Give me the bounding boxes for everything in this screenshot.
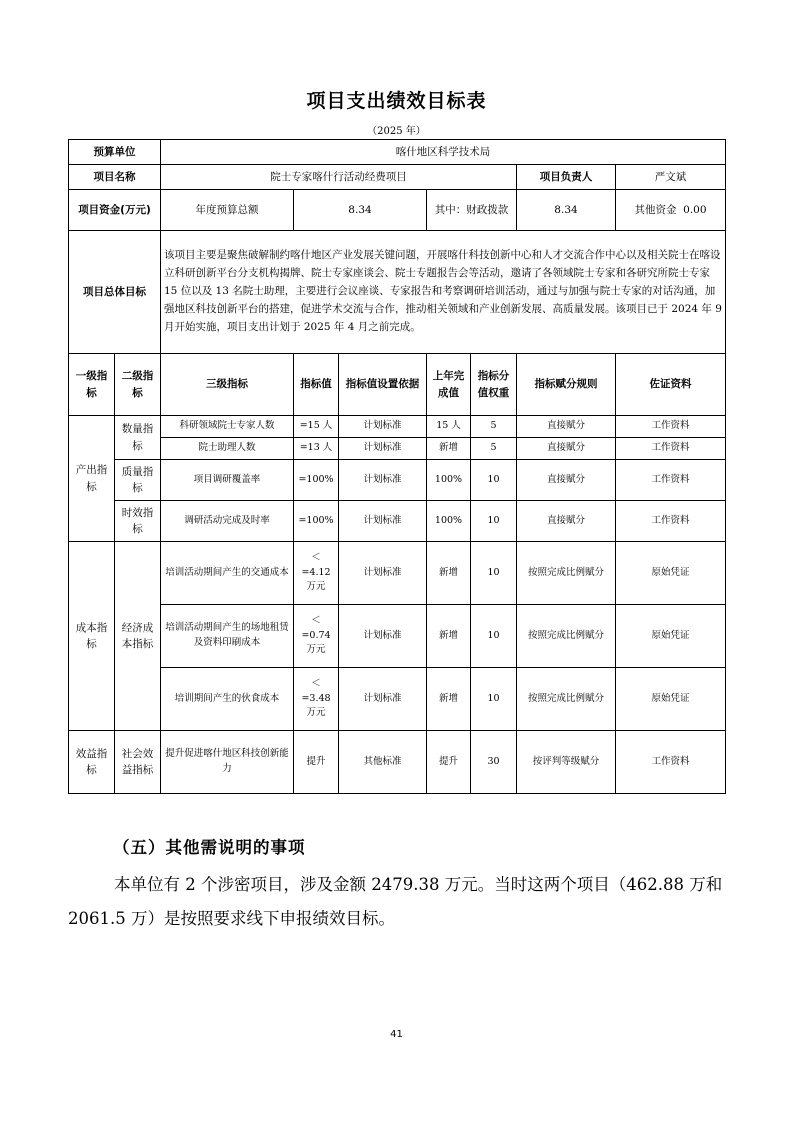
l3-cell: 培训活动期间产生的交通成本 [161, 542, 294, 605]
section-heading: （五）其他需说明的事项 [113, 838, 306, 857]
annual-total-value: 8.34 [294, 190, 427, 231]
col-header-l2: 二级指标 [115, 354, 161, 416]
evidence-cell: 原始凭证 [616, 542, 726, 605]
col-header-prev: 上年完成值 [427, 354, 471, 416]
rule-cell: 直接赋分 [517, 438, 616, 460]
basis-cell: 其他标准 [339, 731, 427, 794]
overall-goal-row [69, 231, 726, 354]
project-name-value: 院士专家喀什行活动经费项目 [161, 165, 517, 190]
value-cell: 提升 [294, 731, 339, 794]
table-row [69, 668, 726, 731]
value-cell: =13 人 [294, 438, 339, 460]
prev-cell: 新增 [427, 438, 471, 460]
basis-cell: 计划标准 [339, 460, 427, 501]
col-header-l3: 三级指标 [161, 354, 294, 416]
budget-unit-row [69, 140, 726, 165]
weight-cell: 10 [471, 605, 517, 668]
l1-cell: 产出指标 [69, 416, 115, 542]
l1-cell: 成本指标 [69, 542, 115, 731]
col-header-l1: 一级指标 [69, 354, 115, 416]
col-header-weight: 指标分值权重 [471, 354, 517, 416]
col-header-value: 指标值 [294, 354, 339, 416]
weight-cell: 10 [471, 542, 517, 605]
overall-goal-text: 该项目主要是聚焦破解制约喀什地区产业发展关键问题，开展喀什科技创新中心和人才交流合作中心以及相关院士在喀设立科研创新平台分支机构揭牌、院士专家座谈会、院士专题报告会等活动，邀请了各领域院士专家和各研究所院士专家 15 位以及 13 名院士助理，主要进行会议座谈、专家报告和考察调研培训活动，通过与加强与院士专家的对话沟通，加强地区科技创新平台的搭建，促进学术交流与合作，推动相关领域和产业创新发展、高质量发展。该项目已于 2024 年 9 月开始实施，项目支出计划于 2025 年 4 月之前完成。 [161, 231, 726, 354]
rule-cell: 直接赋分 [517, 501, 616, 542]
table-row [69, 731, 726, 794]
page-number: 41 [390, 1029, 403, 1040]
weight-cell: 5 [471, 438, 517, 460]
evidence-cell: 工作资料 [616, 416, 726, 438]
evidence-cell: 原始凭证 [616, 605, 726, 668]
other-funds-label: 其他资金 [634, 203, 677, 216]
table-row [69, 416, 726, 438]
other-funds-cell [616, 190, 726, 231]
l3-cell: 培训期间产生的伙食成本 [161, 668, 294, 731]
rule-cell: 按照完成比例赋分 [517, 668, 616, 731]
annual-total-label: 年度预算总额 [161, 190, 294, 231]
l2-cell: 社会效益指标 [115, 731, 161, 794]
weight-cell: 30 [471, 731, 517, 794]
evidence-cell: 工作资料 [616, 460, 726, 501]
project-name-label: 项目名称 [69, 165, 161, 190]
prev-cell: 100% [427, 460, 471, 501]
leader-value: 严文斌 [616, 165, 726, 190]
fund-row [69, 190, 726, 231]
budget-unit-label: 预算单位 [69, 140, 161, 165]
l2-cell: 质量指标 [115, 460, 161, 501]
basis-cell: 计划标准 [339, 605, 427, 668]
weight-cell: 5 [471, 416, 517, 438]
evidence-cell: 工作资料 [616, 501, 726, 542]
value-cell: ＜=0.74万元 [294, 605, 339, 668]
l3-cell: 科研领域院士专家人数 [161, 416, 294, 438]
basis-cell: 计划标准 [339, 501, 427, 542]
col-header-basis: 指标值设置依据 [339, 354, 427, 416]
weight-cell: 10 [471, 501, 517, 542]
evidence-cell: 工作资料 [616, 438, 726, 460]
fiscal-value: 8.34 [517, 190, 616, 231]
project-name-row [69, 165, 726, 190]
weight-cell: 10 [471, 668, 517, 731]
l3-cell: 项目调研覆盖率 [161, 460, 294, 501]
basis-cell: 计划标准 [339, 668, 427, 731]
col-header-evidence: 佐证资料 [616, 354, 726, 416]
evidence-cell: 原始凭证 [616, 668, 726, 731]
col-header-rule: 指标赋分规则 [517, 354, 616, 416]
value-cell: ＜=3.48万元 [294, 668, 339, 731]
table-row [69, 460, 726, 501]
year-label: （2025 年） [367, 126, 426, 137]
fund-label: 项目资金(万元) [69, 190, 161, 231]
rule-cell: 按评判等级赋分 [517, 731, 616, 794]
prev-cell: 新增 [427, 542, 471, 605]
l2-cell: 经济成本指标 [115, 542, 161, 731]
rule-cell: 直接赋分 [517, 460, 616, 501]
table-row [69, 542, 726, 605]
table-row [69, 501, 726, 542]
value-cell: =100% [294, 460, 339, 501]
prev-cell: 15 人 [427, 416, 471, 438]
prev-cell: 新增 [427, 668, 471, 731]
l1-cell: 效益指标 [69, 731, 115, 794]
value-cell: ＜=4.12万元 [294, 542, 339, 605]
basis-cell: 计划标准 [339, 438, 427, 460]
other-funds-value: 0.00 [683, 203, 707, 216]
l3-cell: 培训活动期间产生的场地租赁及资料印刷成本 [161, 605, 294, 668]
evidence-cell: 工作资料 [616, 731, 726, 794]
basis-cell: 计划标准 [339, 416, 427, 438]
basis-cell: 计划标准 [339, 542, 427, 605]
column-header-row [69, 354, 726, 416]
fiscal-label: 其中：财政拨款 [427, 190, 517, 231]
prev-cell: 提升 [427, 731, 471, 794]
prev-cell: 100% [427, 501, 471, 542]
page-title: 项目支出绩效目标表 [306, 90, 487, 112]
l2-cell: 数量指标 [115, 416, 161, 460]
prev-cell: 新增 [427, 605, 471, 668]
l3-cell: 调研活动完成及时率 [161, 501, 294, 542]
rule-cell: 按照完成比例赋分 [517, 542, 616, 605]
l3-cell: 提升促进喀什地区科技创新能力 [161, 731, 294, 794]
performance-table [68, 139, 726, 794]
table-row [69, 605, 726, 668]
rule-cell: 直接赋分 [517, 416, 616, 438]
value-cell: =15 人 [294, 416, 339, 438]
l2-cell: 时效指标 [115, 501, 161, 542]
weight-cell: 10 [471, 460, 517, 501]
paragraph: 本单位有 2 个涉密项目，涉及金额 2479.38 万元。当时这两个项目（462.88 万和 2061.5 万）是按照要求线下申报绩效目标。 [68, 875, 723, 928]
leader-label: 项目负责人 [517, 165, 616, 190]
value-cell: =100% [294, 501, 339, 542]
l3-cell: 院士助理人数 [161, 438, 294, 460]
table-row [69, 438, 726, 460]
overall-goal-label: 项目总体目标 [69, 231, 161, 354]
rule-cell: 按照完成比例赋分 [517, 605, 616, 668]
budget-unit-value: 喀什地区科学技术局 [161, 140, 726, 165]
